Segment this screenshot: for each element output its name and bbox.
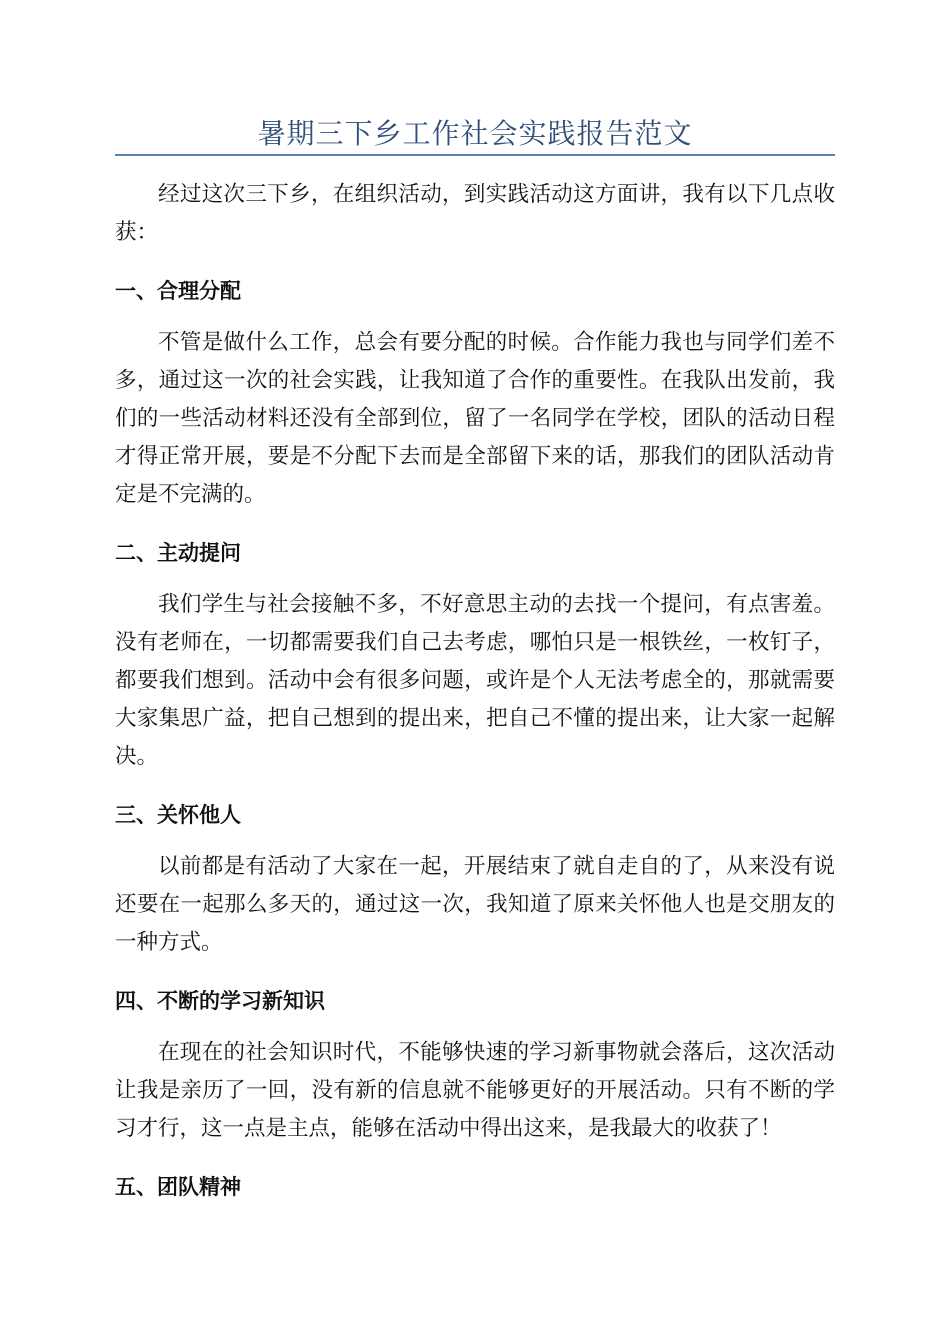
section-paragraph: 在现在的社会知识时代，不能够快速的学习新事物就会落后，这次活动让我是亲历了一回，没有新的信息就不能够更好的开展活动。只有不断的学习才行，这一点是主点，能够在活动中得出这来，是我最大的收获了！ — [115, 1040, 835, 1141]
section-paragraph: 以前都是有活动了大家在一起，开展结束了就自走自的了，从来没有说还要在一起那么多天的，通过这一次，我知道了原来关怀他人也是交朋友的一种方式。 — [115, 854, 835, 955]
section-heading: 一、合理分配 — [115, 279, 241, 303]
document-body — [115, 176, 835, 1206]
section-paragraph: 不管是做什么工作，总会有要分配的时候。合作能力我也与同学们差不多，通过这一次的社会实践，让我知道了合作的重要性。在我队出发前，我们的一些活动材料还没有全部到位，留了一名同学在学校，团队的活动日程才得正常开展，要是不分配下去而是全部留下来的话，那我们的团队活动肯定是不完满的。 — [115, 330, 835, 507]
section-heading: 五、团队精神 — [115, 1175, 241, 1199]
section-paragraph: 我们学生与社会接触不多，不好意思主动的去找一个提问，有点害羞。没有老师在，一切都需要我们自己去考虑，哪怕只是一根铁丝，一枚钉子，都要我们想到。活动中会有很多问题，或许是个人无法考虑全的，那就需要大家集思广益，把自己想到的提出来，把自己不懂的提出来，让大家一起解决。 — [115, 592, 835, 769]
section-heading: 四、不断的学习新知识 — [115, 989, 325, 1013]
section-heading: 二、主动提问 — [115, 541, 241, 565]
title-underline — [115, 154, 835, 156]
document-title: 暑期三下乡工作社会实践报告范文 — [257, 117, 693, 150]
intro-paragraph: 经过这次三下乡，在组织活动，到实践活动这方面讲，我有以下几点收获： — [115, 182, 835, 245]
section-heading: 三、关怀他人 — [115, 803, 241, 827]
